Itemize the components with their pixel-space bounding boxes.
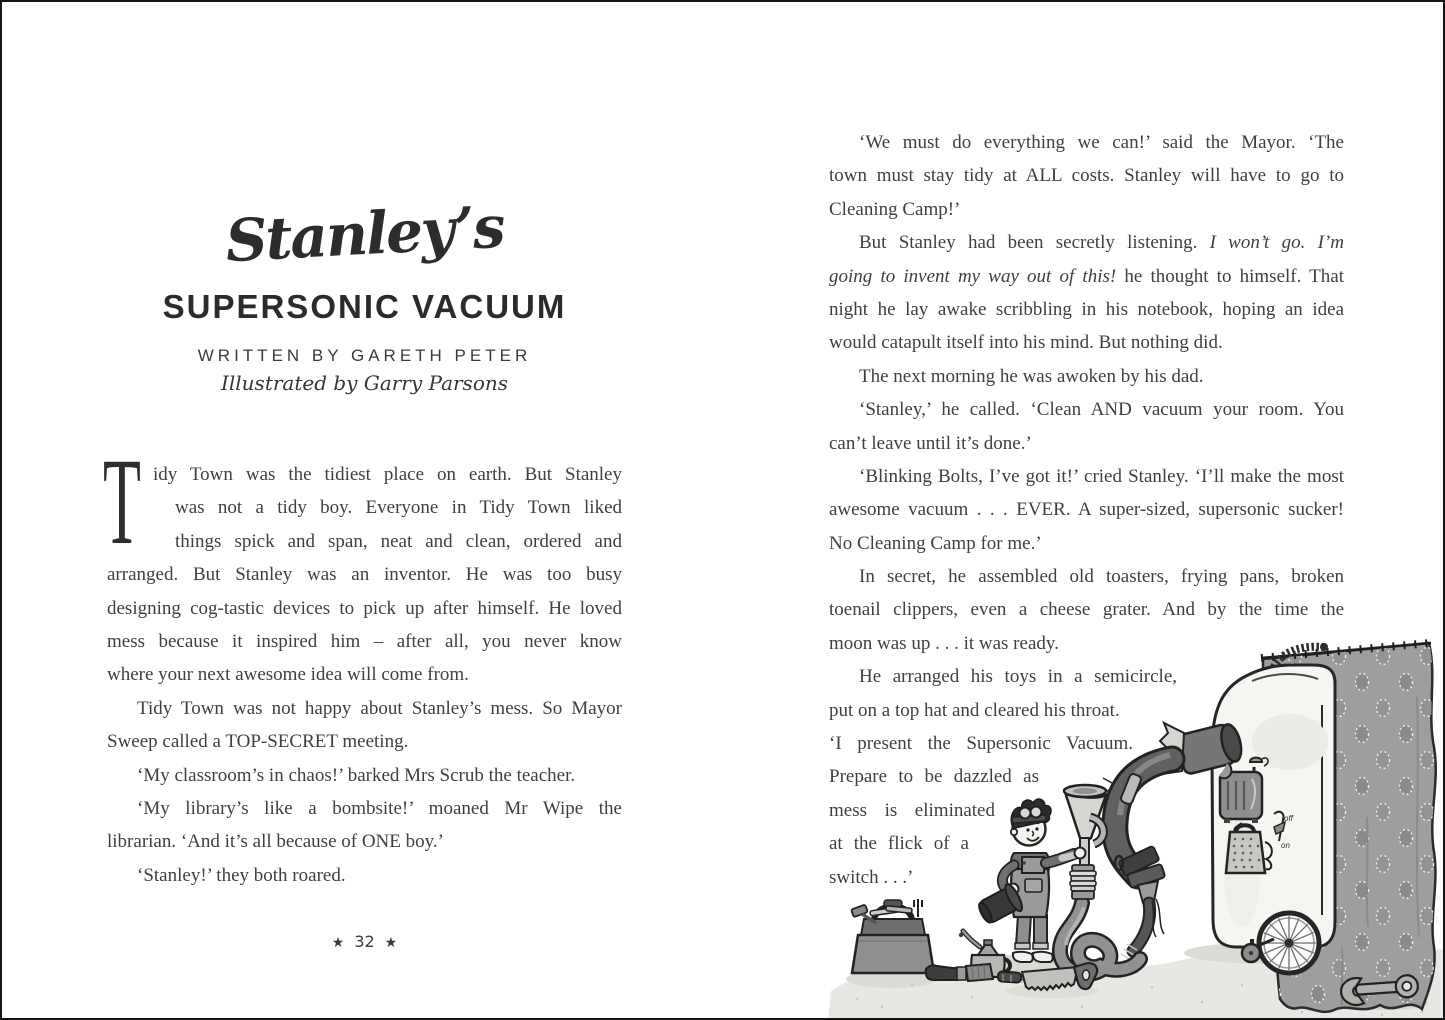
- text-segment: The next morning he was awoken by his dad.: [859, 365, 1204, 387]
- boy-legs: [1015, 915, 1048, 949]
- text-line: [175, 525, 622, 558]
- text-line: [107, 592, 622, 625]
- text-line: [829, 527, 1344, 560]
- text-segment: town must stay tidy at ALL costs. Stanley will have to go to: [829, 165, 1344, 187]
- text-line: [107, 725, 622, 758]
- text-line: [137, 692, 622, 725]
- drop-cap: T: [103, 433, 141, 570]
- text-line: [859, 226, 1344, 259]
- text-segment: where your next awesome idea will come from.: [107, 664, 469, 686]
- text-segment: awesome vacuum . . . EVER. A super-sized, supersonic sucker!: [829, 499, 1344, 521]
- text-segment: going to invent my way out of this!: [829, 265, 1117, 287]
- left-page-text: [107, 458, 624, 892]
- text-line: [829, 727, 1133, 760]
- text-segment: ‘Stanley,’ he called. ‘Clean AND vacuum your room. You: [859, 399, 1344, 421]
- text-line: [829, 694, 1169, 727]
- text-line: [107, 825, 622, 858]
- text-line: [829, 593, 1344, 626]
- text-segment: arranged. But Stanley was an inventor. He was too busy: [107, 564, 622, 586]
- page-footer: [107, 932, 622, 951]
- text-line: [107, 658, 622, 691]
- text-line: [859, 660, 1177, 693]
- text-segment: things spick and span, neat and clean, ordered and: [175, 530, 622, 552]
- text-line: [175, 491, 622, 524]
- text-segment: night he lay awake scribbling in his notebook, hoping an idea: [829, 298, 1344, 320]
- text-segment: ‘Stanley!’ they both roared.: [137, 864, 346, 886]
- text-segment: mess is eliminated: [829, 799, 995, 821]
- text-segment: would catapult itself into his mind. But nothing did.: [829, 332, 1223, 354]
- text-segment: ‘We must do everything we can!’ said the Mayor. ‘The: [859, 132, 1344, 153]
- text-segment: ‘I present the Supersonic Vacuum.: [829, 733, 1133, 755]
- text-line: [829, 193, 1344, 226]
- text-segment: he thought to himself. That: [1116, 265, 1344, 287]
- text-line: [137, 759, 622, 792]
- text-segment: moon was up . . . it was ready.: [829, 632, 1059, 654]
- text-segment: mess because it inspired him – after all, you never know: [107, 630, 622, 652]
- text-line: [829, 427, 1344, 460]
- text-line: [829, 827, 969, 860]
- text-line: [107, 558, 622, 591]
- text-line: [859, 560, 1344, 593]
- text-line: [829, 326, 1344, 359]
- text-line: [859, 393, 1344, 426]
- text-segment: ‘My library’s like a bombsite!’ moaned Mr Wipe the: [137, 797, 622, 819]
- footer-star-right-icon: ★: [384, 935, 398, 951]
- footer-star-left-icon: ★: [331, 935, 345, 951]
- oil-drip: [959, 933, 963, 937]
- text-segment: But Stanley had been secretly listening.: [859, 232, 1210, 254]
- text-segment: at the flick of a: [829, 833, 969, 855]
- text-line: [107, 625, 622, 658]
- text-line: [829, 260, 1344, 293]
- text-segment: switch . . .’: [829, 866, 914, 888]
- text-segment: Sweep called a TOP-SECRET meeting.: [107, 731, 409, 753]
- text-segment: Prepare to be dazzled as: [829, 766, 1039, 788]
- toolbox: [851, 899, 934, 973]
- text-segment: was not a tidy boy. Everyone in Tidy Town liked: [175, 497, 622, 519]
- text-segment: In secret, he assembled old toasters, frying pans, broken: [859, 566, 1344, 588]
- text-segment: Cleaning Camp!’: [829, 198, 961, 220]
- text-line: [829, 159, 1344, 192]
- text-line: [829, 293, 1344, 326]
- text-segment: ‘Blinking Bolts, I’ve got it!’ cried Stanley. ‘I’ll make the most: [859, 465, 1344, 487]
- text-line: [859, 360, 1344, 393]
- text-line: [137, 859, 622, 892]
- text-line: [829, 493, 1344, 526]
- text-line: [153, 458, 622, 491]
- text-line: [829, 794, 995, 827]
- illustrator-credit: Illustrated by Garry Parsons: [220, 371, 509, 395]
- text-line: [859, 126, 1344, 159]
- text-segment: He arranged his toys in a semicircle,: [859, 666, 1177, 688]
- switch-on-label: on: [1281, 841, 1290, 850]
- text-line: [859, 460, 1344, 493]
- fork-icon: [914, 899, 922, 917]
- text-segment: idy Town was the tidiest place on earth. But Stanley: [153, 464, 622, 485]
- text-line: [829, 760, 1039, 793]
- text-segment: librarian. ‘And it’s all because of ONE boy.’: [107, 831, 444, 853]
- page-number: 32: [354, 932, 375, 951]
- text-segment: Tidy Town was not happy about Stanley’s mess. So Mayor: [137, 697, 622, 719]
- text-line: [137, 792, 622, 825]
- author-byline: WRITTEN BY GARETH PETER: [197, 346, 532, 365]
- text-segment: put on a top hat and cleared his throat.: [829, 699, 1120, 721]
- floor-hose: [1060, 903, 1140, 974]
- text-line: [829, 627, 1344, 660]
- right-page-text: [829, 126, 1346, 894]
- text-segment: can’t leave until it’s done.’: [829, 432, 1032, 454]
- text-line: [829, 861, 1344, 894]
- switch-off-label: off: [1284, 814, 1293, 823]
- text-segment: I won’t go. I’m: [1209, 232, 1344, 254]
- boy-shoes: [1013, 952, 1053, 962]
- book-title-caps: SUPERSONIC VACUUM: [162, 288, 567, 325]
- text-segment: toenail clippers, even a cheese grater. And by the time the: [829, 599, 1344, 621]
- text-segment: No Cleaning Camp for me.’: [829, 532, 1042, 554]
- text-segment: ‘My classroom’s in chaos!’ barked Mrs Scrub the teacher.: [137, 764, 576, 786]
- book-title-script: Stanley’s: [223, 192, 506, 276]
- text-segment: designing cog-tastic devices to pick up after himself. He loved: [107, 597, 622, 619]
- paint-brush: [926, 964, 993, 981]
